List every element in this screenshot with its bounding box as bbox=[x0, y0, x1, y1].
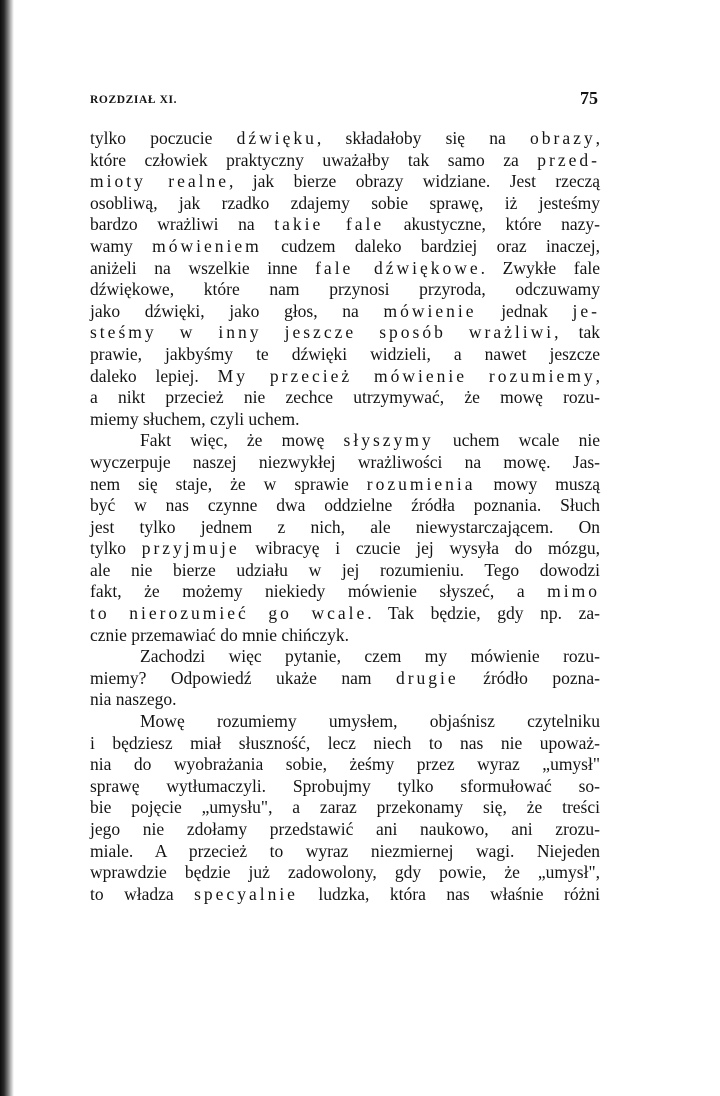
text-line bbox=[90, 474, 600, 496]
text-run: nia naszego. bbox=[90, 689, 177, 710]
spaced-emphasis: takie fale bbox=[274, 214, 385, 235]
text-run: , bbox=[595, 365, 600, 386]
spaced-emphasis: drugie bbox=[395, 667, 459, 688]
text-run: bardzo wrażliwi na bbox=[90, 214, 275, 235]
spaced-emphasis: fale dźwiękowe bbox=[315, 257, 481, 278]
text-line bbox=[90, 279, 600, 301]
text-run: Zachodzi więc pytanie, czem my mówienie rozu- bbox=[140, 646, 600, 667]
text-run: tylko poczucie bbox=[90, 128, 237, 148]
text-run: wamy bbox=[90, 235, 153, 256]
text-line bbox=[90, 236, 600, 258]
text-run: tylko bbox=[90, 538, 142, 559]
text-run: . Tak będzie, gdy np. za- bbox=[367, 603, 600, 624]
text-run: fakt, że możemy niekiedy mówienie słyszeć, a bbox=[90, 581, 548, 602]
text-run: źródło pozna- bbox=[458, 667, 600, 688]
text-run: które człowiek praktyczny uważałby tak samo za bbox=[90, 149, 538, 170]
text-run: , tak bbox=[554, 322, 600, 343]
scanned-page-edge bbox=[0, 0, 14, 1096]
text-run: cznie przemawiać do mnie chińczyk. bbox=[90, 624, 349, 645]
text-line bbox=[90, 322, 600, 344]
text-line bbox=[90, 344, 600, 366]
text-run: a nikt przecież nie zechce utrzymywać, że mowę rozu- bbox=[90, 387, 600, 408]
text-run: , składałoby się na bbox=[316, 128, 531, 148]
spaced-emphasis: mówienie bbox=[383, 300, 477, 321]
text-line bbox=[90, 733, 600, 755]
spaced-emphasis: to nierozumieć go wcale bbox=[90, 603, 368, 624]
text-line bbox=[90, 711, 600, 733]
text-line bbox=[90, 193, 600, 215]
spaced-emphasis: przyjmuje bbox=[141, 538, 240, 559]
text-run: osobliwą, jak rzadko zdajemy sobie sprawę, iż jesteśmy bbox=[90, 192, 600, 213]
text-run: aniżeli na wszelkie inne bbox=[90, 257, 316, 278]
spaced-emphasis: mioty realne bbox=[90, 171, 229, 192]
spaced-emphasis: mimo bbox=[547, 581, 600, 602]
text-run: miemy słuchem, czyli uchem. bbox=[90, 408, 300, 429]
text-run: mowy muszą bbox=[475, 473, 600, 494]
text-run: cudzem daleko bardziej oraz inaczej, bbox=[261, 235, 600, 256]
text-run: jest tylko jednem z nich, ale niewystarczającem. On bbox=[90, 516, 600, 537]
text-run: jego nie zdołamy przedstawić ani naukowo, ani zrozu- bbox=[90, 819, 600, 839]
text-line bbox=[90, 884, 600, 906]
text-run: daleko lepiej. bbox=[90, 365, 218, 386]
text-line bbox=[90, 776, 600, 798]
text-run: ludzka, która nas właśnie różni bbox=[297, 883, 600, 904]
text-line bbox=[90, 668, 600, 690]
text-line bbox=[90, 128, 600, 150]
spaced-emphasis: rozumienia bbox=[366, 473, 476, 494]
text-line bbox=[90, 366, 600, 388]
text-run: nia do wyobrażania sobie, żeśmy przez wyraz „umysł" bbox=[90, 754, 600, 775]
spaced-emphasis: My przecież mówienie rozumiemy bbox=[217, 365, 596, 386]
text-run: wprawdzie będzie już zadowolony, gdy powie, że „umysł", bbox=[90, 862, 600, 883]
text-run: akustyczne, które nazy- bbox=[384, 214, 601, 235]
text-line bbox=[90, 517, 600, 539]
text-run: , jak bierze obrazy widziane. Jest rzeczą bbox=[229, 171, 601, 192]
text-line bbox=[90, 581, 600, 603]
text-run: miemy? Odpowiedź ukaże nam bbox=[90, 667, 396, 688]
text-line bbox=[90, 387, 600, 409]
text-run: wibracyę i czucie jej wysyła do mózgu, bbox=[239, 538, 600, 559]
text-run: bie pojęcie „umysłu", a zaraz przekonamy się, że treści bbox=[90, 797, 600, 818]
text-line bbox=[90, 495, 600, 517]
text-line bbox=[90, 452, 600, 474]
text-run: i będziesz miał słuszność, lecz niech to nas nie upoważ- bbox=[90, 732, 600, 753]
text-line bbox=[90, 409, 600, 431]
text-line bbox=[90, 797, 600, 819]
text-line bbox=[90, 150, 600, 172]
text-run: sprawę wytłumaczyli. Sprobujmy tylko sformułować so- bbox=[90, 775, 600, 796]
text-run: jednak bbox=[476, 300, 573, 321]
text-run: dźwiękowe, które nam przynosi przyroda, odczuwamy bbox=[90, 279, 600, 300]
text-line bbox=[90, 214, 600, 236]
text-run: uchem wcale nie bbox=[433, 430, 601, 451]
text-run: Fakt więc, że mowę bbox=[140, 430, 344, 451]
text-run: Mowę rozumiemy umysłem, objaśnisz czytelniku bbox=[140, 711, 600, 732]
page-number: 75 bbox=[580, 88, 598, 108]
text-line bbox=[90, 560, 600, 582]
text-run: ale nie bierze udziału w jej rozumieniu. Tego dowodzi bbox=[90, 559, 600, 580]
text-line bbox=[90, 646, 600, 668]
text-line bbox=[90, 625, 600, 647]
text-line bbox=[90, 862, 600, 884]
text-line bbox=[90, 430, 600, 452]
text-line bbox=[90, 841, 600, 863]
text-run: . Zwykłe fale bbox=[480, 257, 600, 278]
spaced-emphasis: dźwięku bbox=[236, 128, 317, 148]
spaced-emphasis: słyszymy bbox=[343, 430, 434, 451]
spaced-emphasis: steśmy w inny jeszcze sposób wrażliwi bbox=[90, 322, 555, 343]
text-run: miale. A przecież to wyraz niezmiernej wagi. Niejeden bbox=[90, 840, 600, 861]
text-line bbox=[90, 603, 600, 625]
text-run: jako dźwięki, jako głos, na bbox=[90, 300, 384, 321]
spaced-emphasis: obrazy bbox=[530, 128, 596, 148]
text-run: wyczerpuje naszej niezwykłej wrażliwości na mowę. Jas- bbox=[90, 451, 600, 472]
spaced-emphasis: przed- bbox=[537, 149, 600, 170]
text-run: prawie, jakbyśmy te dźwięki widzieli, a nawet jeszcze bbox=[90, 343, 600, 364]
text-run: nem się staje, że w sprawie bbox=[90, 473, 367, 494]
body-text bbox=[90, 128, 600, 905]
page-header bbox=[90, 88, 600, 112]
spaced-emphasis: je- bbox=[572, 300, 600, 321]
text-run: to władza bbox=[90, 883, 195, 904]
running-head: ROZDZIAŁ XI. bbox=[90, 94, 178, 106]
text-run: być w nas czynne dwa oddzielne źródła poznania. Słuch bbox=[90, 495, 600, 516]
text-line bbox=[90, 754, 600, 776]
text-line bbox=[90, 689, 600, 711]
text-line bbox=[90, 171, 600, 193]
spaced-emphasis: mówieniem bbox=[152, 235, 262, 256]
text-line bbox=[90, 819, 600, 841]
text-line bbox=[90, 258, 600, 280]
text-line bbox=[90, 301, 600, 323]
text-run: , bbox=[595, 128, 601, 148]
text-line bbox=[90, 538, 600, 560]
spaced-emphasis: specyalnie bbox=[194, 883, 298, 904]
